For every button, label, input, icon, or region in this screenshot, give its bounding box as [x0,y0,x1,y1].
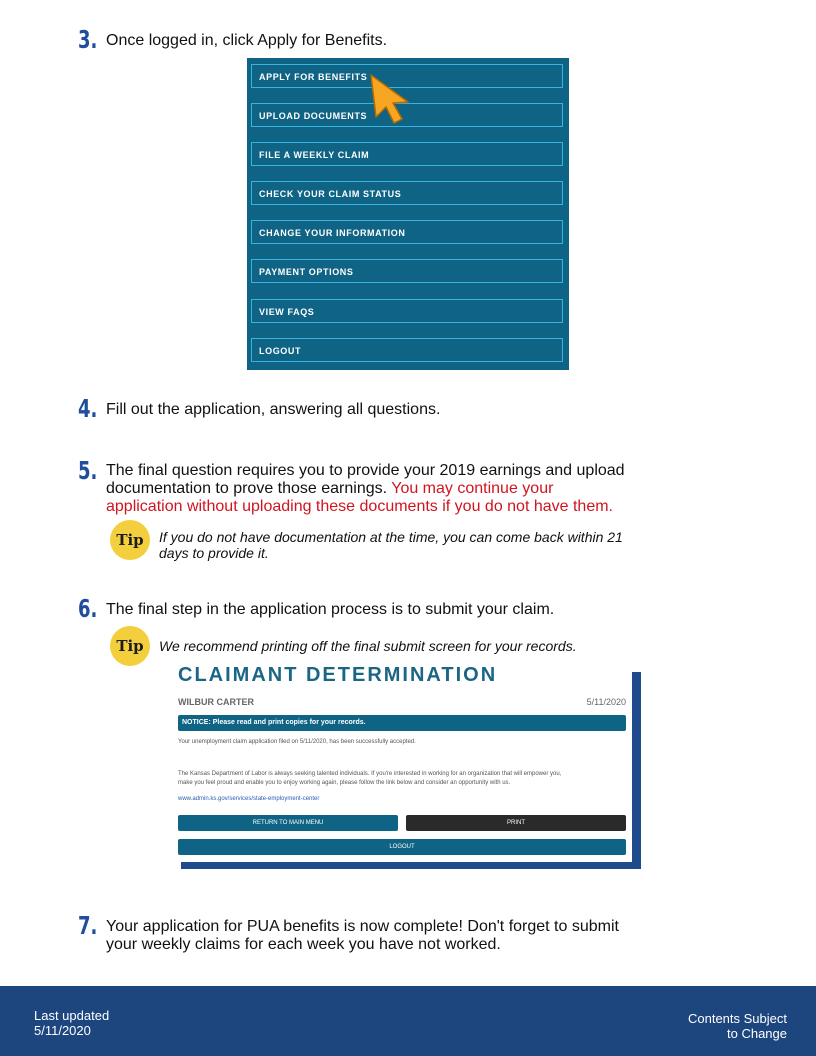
tip-1-line-2: days to provide it. [159,545,269,561]
tip-2-text: We recommend printing off the final submit screen for your records. [159,638,577,654]
check-claim-status-button[interactable]: CHECK YOUR CLAIM STATUS [251,181,563,205]
apply-for-benefits-button[interactable]: APPLY FOR BENEFITS [251,64,563,88]
step-5-warning-part-1: You may continue your [391,480,554,497]
tip-1-text [159,529,623,561]
tip-badge: Tip [110,520,150,560]
contents-subject-line-2: to Change [727,1026,787,1041]
step-7-text [106,918,619,954]
print-button[interactable]: PRINT [406,815,626,831]
step-number-3: 3. [78,25,98,54]
return-to-main-menu-button[interactable]: RETURN TO MAIN MENU [178,815,398,831]
step-number-7: 7. [78,911,98,940]
change-information-button[interactable]: CHANGE YOUR INFORMATION [251,220,563,244]
claimant-determination-panel [172,664,632,862]
step-7-line-2: your weekly claims for each week you have not worked. [106,936,501,953]
step-number-4: 4. [78,394,98,423]
view-faqs-button[interactable]: VIEW FAQS [251,299,563,323]
step-5-text [106,462,625,516]
tip-badge: Tip [110,626,150,666]
step-7-line-1: Your application for PUA benefits is now complete! Don't forget to submit [106,918,619,935]
claimant-title: CLAIMANT DETERMINATION [178,664,498,686]
contents-subject-line-1: Contents Subject [687,1011,787,1026]
claim-logout-button[interactable]: LOGOUT [178,839,626,855]
step-5-line-2-text: documentation to prove those earnings. [106,480,392,497]
cursor-arrow-icon [368,72,412,126]
last-updated [34,1008,109,1038]
tip-1-line-1: If you do not have documentation at the time, you can come back within 21 [159,529,623,545]
step-5-line-2 [106,480,625,498]
step-5-warning-part-2: application without uploading these documents if you do not have them. [106,498,613,515]
claimant-date: 5/11/2020 [586,697,626,707]
logout-button[interactable]: LOGOUT [251,338,563,362]
contents-subject-note [688,1011,787,1041]
state-employment-link[interactable]: www.admin.ks.gov/services/state-employment-center [178,796,320,802]
accepted-message: Your unemployment claim application filed on 5/11/2020, has been successfully accepted. [178,739,416,745]
step-number-6: 6. [78,594,98,623]
step-4-text: Fill out the application, answering all questions. [106,401,441,418]
recruit-line-1: The Kansas Department of Labor is always seeking talented individuals. If you're interested in working for an organization that will empower you, [178,771,562,777]
last-updated-label: Last updated [34,1008,110,1023]
file-weekly-claim-button[interactable]: FILE A WEEKLY CLAIM [251,142,563,166]
upload-documents-button[interactable]: UPLOAD DOCUMENTS [251,103,563,127]
notice-banner: NOTICE: Please read and print copies for your records. [178,715,626,731]
claimant-name: WILBUR CARTER [178,697,254,707]
last-updated-date: 5/11/2020 [34,1023,91,1038]
page-footer [0,986,816,1056]
recruit-message [178,770,626,788]
step-number-5: 5. [78,456,98,485]
recruit-line-2: make you feel proud and enable you to enjoy working again, please follow the link below and consider an opportunity with us. [178,780,511,786]
step-6-text: The final step in the application process is to submit your claim. [106,601,555,618]
step-3-text: Once logged in, click Apply for Benefits. [106,32,388,49]
step-5-line-1: The final question requires you to provide your 2019 earnings and upload [106,462,625,479]
payment-options-button[interactable]: PAYMENT OPTIONS [251,259,563,283]
